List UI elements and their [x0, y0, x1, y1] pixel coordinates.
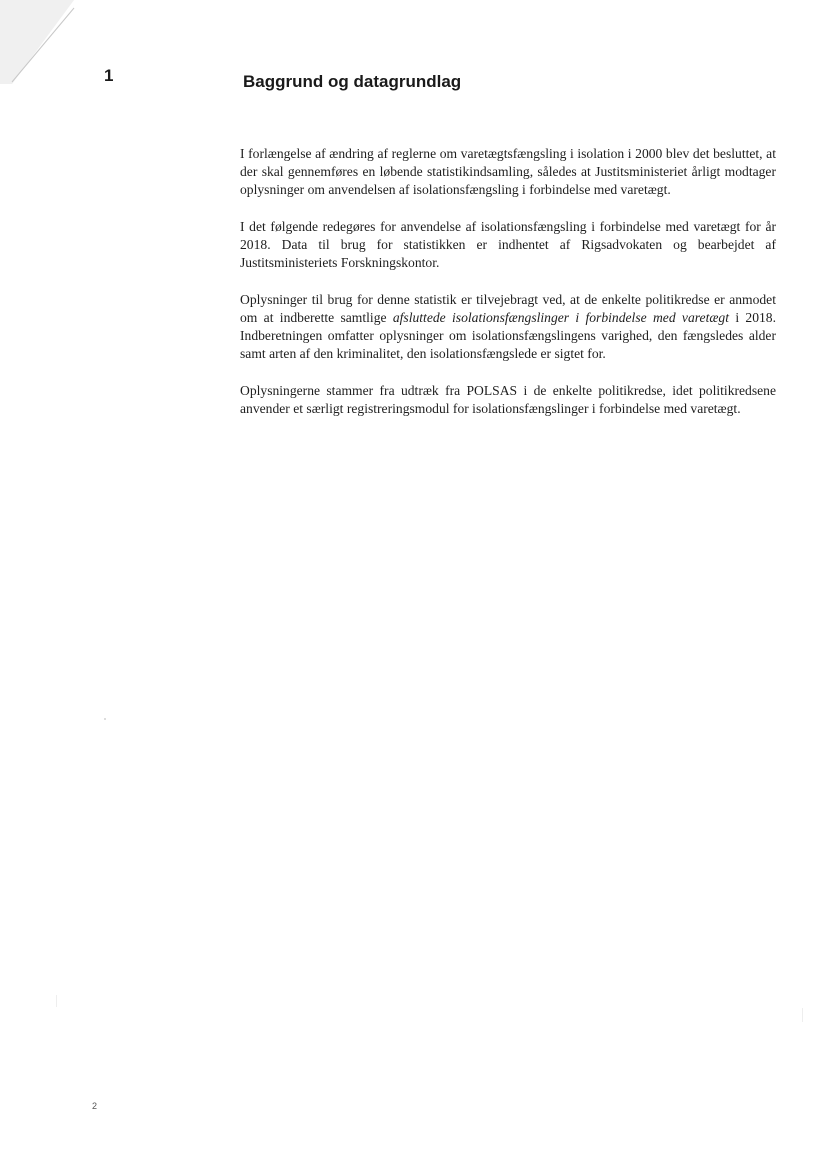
paragraph-3-text-before: Oplysninger til brug for denne statistik er tilvejebragt ved, at de enkelte politikredse er anmodet om at indberette samtlige	[240, 292, 776, 325]
body-text	[240, 145, 776, 437]
paragraph-3	[240, 291, 776, 363]
paragraph-4: Oplysningerne stammer fra udtræk fra POLSAS i de enkelte politikredse, idet politikredsene anvender et særligt registreringsmodul for isolationsfængslinger i forbindelse med varetægt.	[240, 383, 776, 416]
scan-speck	[802, 1008, 803, 1022]
scan-speck	[104, 718, 106, 720]
paragraph-3-text-after: i 2018. Indberetningen omfatter oplysninger om isolationsfængslingens varighed, den fængsledes alder samt arten af den kriminalitet, den isolationsfængslede er sigtet for.	[240, 310, 776, 361]
chapter-number: 1	[104, 66, 114, 85]
page-fold-corner	[0, 0, 80, 90]
paragraph-1: I forlængelse af ændring af reglerne om varetægtsfængsling i isolation i 2000 blev det besluttet, at der skal gennemføres en løbende statistikindsamling, således at Justitsministeriet årligt modtager oplysninger om anvendelsen af isolationsfængsling i forbindelse med varetægt.	[240, 146, 776, 197]
page-number: 2	[92, 1101, 98, 1111]
scan-speck	[56, 995, 57, 1007]
chapter-title: Baggrund og datagrundlag	[243, 72, 462, 91]
paragraph-3-emphasis: afsluttede isolationsfængslinger i forbindelse med varetægt	[392, 310, 729, 325]
paragraph-2: I det følgende redegøres for anvendelse af isolationsfængsling i forbindelse med varetægt for år 2018. Data til brug for statistikken er indhentet af Rigsadvokaten og bearbejdet af Justitsministeriets Forskningskontor.	[240, 219, 776, 270]
